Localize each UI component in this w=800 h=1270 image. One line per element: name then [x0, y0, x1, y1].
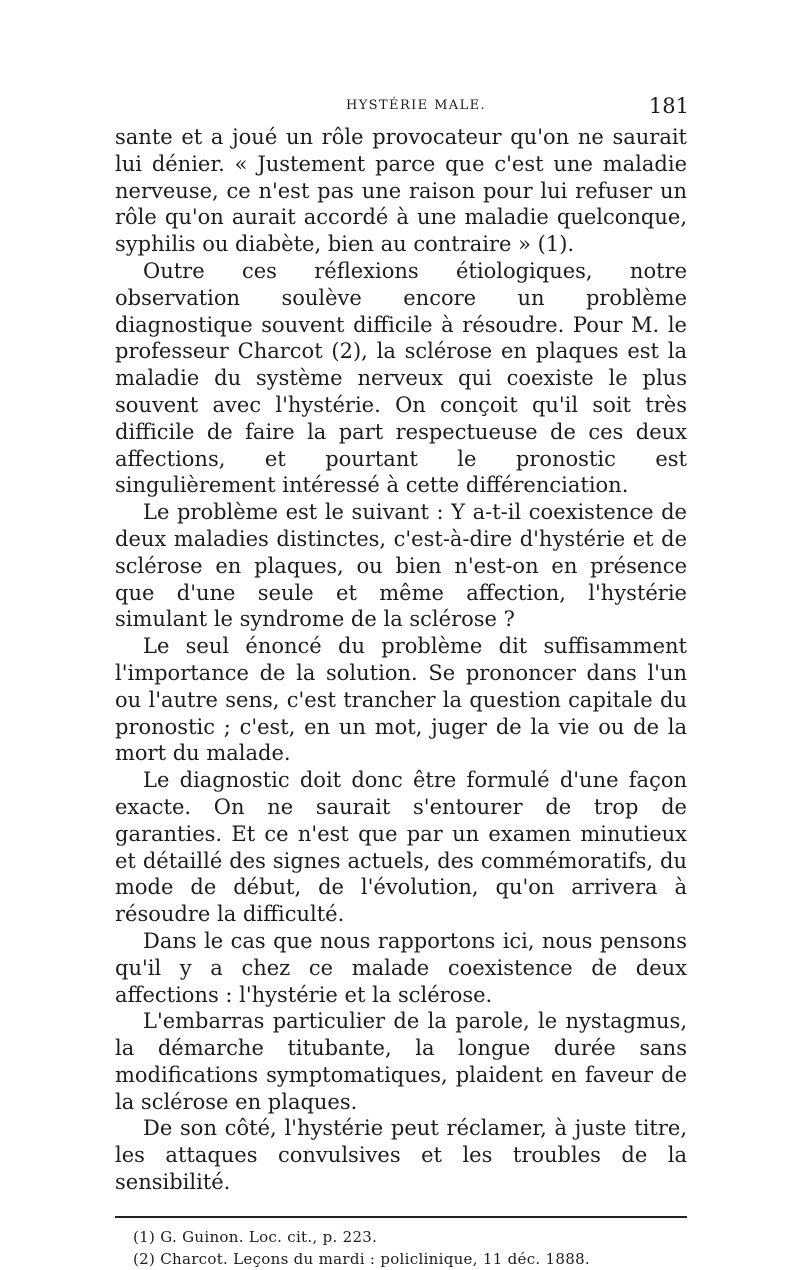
paragraph: Le seul énoncé du problème dit suffisamment l'importance de la solution. Se prononcer dans l'un ou l'autre sens, c'est trancher la question capitale du pronostic ; c'est, en un mot, juger de la vie ou de la mort du malade.	[115, 634, 687, 766]
paragraph: Le problème est le suivant : Y a-t-il coexistence de deux maladies distinctes, c'est-à-dire d'hystérie et de sclérose en plaques, ou bien n'est-on en présence que d'une seule et même affection, l'hystérie simulant le syndrome de la sclérose ?	[115, 500, 687, 632]
paragraph: Outre ces réflexions étiologiques, notre observation soulève encore un problème diagnostique souvent difficile à résoudre. Pour M. le professeur Charcot (2), la sclérose en plaques est la maladie du système nerveux qui coexiste le plus souvent avec l'hystérie. On conçoit qu'il soit très difficile de faire la part respectueuse de ces deux affections, et pourtant le pronostic est singulièrement intéressé à cette différenciation.	[115, 258, 687, 498]
paragraph: L'embarras particulier de la parole, le nystagmus, la démarche titubante, la longue durée sans modifications symptomatiques, plaident en faveur de la sclérose en plaques.	[115, 1009, 687, 1114]
paragraph: Le diagnostic doit donc être formulé d'une façon exacte. On ne saurait s'entourer de trop de garanties. Et ce n'est que par un examen minutieux et détaillé des signes actuels, des commémoratifs, du mode de début, de l'évolution, qu'on arrivera à résoudre la difficulté.	[115, 768, 687, 927]
paragraph: Dans le cas que nous rapportons ici, nous pensons qu'il y a chez ce malade coexistence de deux affections : l'hystérie et la sclérose.	[115, 928, 687, 1007]
footnote-divider	[115, 1216, 687, 1218]
running-title: HYSTÉRIE MALE.	[345, 98, 487, 113]
book-page	[115, 92, 687, 1270]
page-number: 181	[648, 94, 689, 118]
body-text	[115, 124, 687, 1196]
footnote: (2) Charcot. Leçons du mardi : policlinique, 11 déc. 1888.	[133, 1249, 590, 1268]
footnotes	[115, 1226, 687, 1270]
footnote: (1) G. Guinon. Loc. cit., p. 223.	[133, 1227, 378, 1246]
paragraph: De son côté, l'hystérie peut réclamer, à juste titre, les attaques convulsives et les troubles de la sensibilité.	[115, 1116, 687, 1195]
paragraph-continuation: sante et a joué un rôle provocateur qu'on ne saurait lui dénier. « Justement parce que c'est une maladie nerveuse, ce n'est pas une raison pour lui refuser un rôle qu'on aurait accordé à une maladie quelconque, syphilis ou diabète, bien au contraire » (1).	[115, 125, 687, 257]
running-header	[115, 92, 687, 122]
